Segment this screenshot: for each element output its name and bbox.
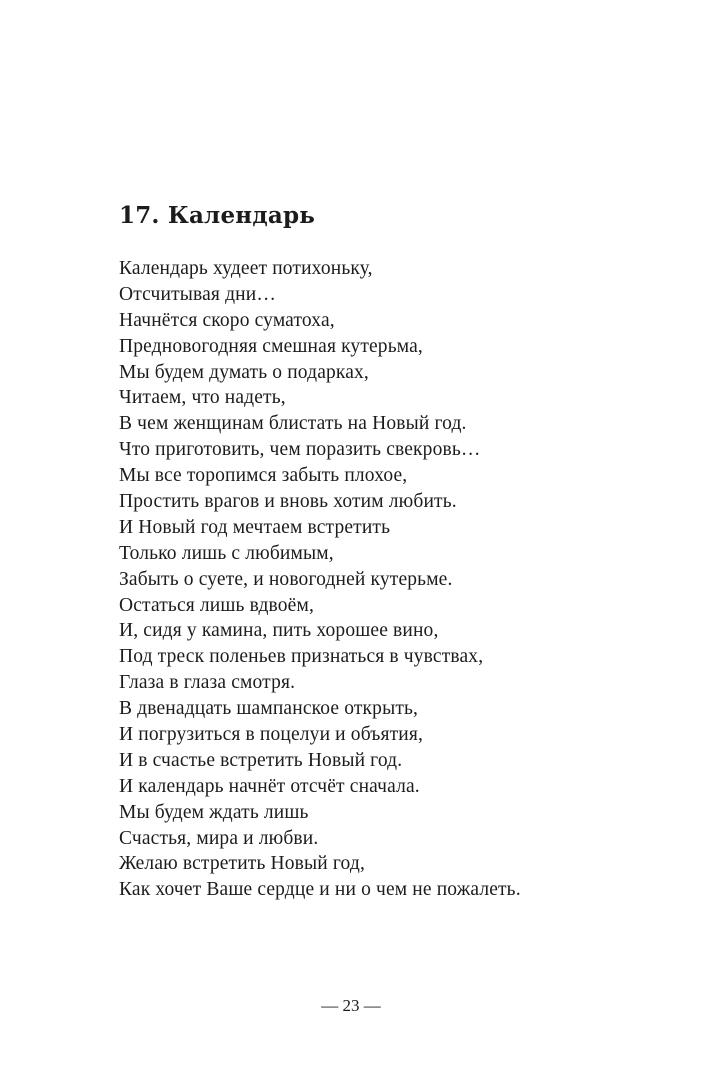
poem-line: Что приготовить, чем поразить свекровь… [119,439,481,461]
poem-body [119,256,521,903]
page-number: — 23 — [321,996,381,1015]
poem-line: И в счастье встретить Новый год. [119,749,403,771]
poem-line: В чем женщинам блистать на Новый год. [119,413,467,435]
poem-line: И погрузиться в поцелуи и объятия, [119,724,424,746]
poem-line: Предновогодняя смешная кутерьма, [119,335,423,357]
poem-line: Забыть о суете, и новогодней кутерьме. [119,568,453,590]
poem-line: И, сидя у камина, пить хорошее вино, [119,620,439,642]
poem-line: И Новый год мечтаем встретить [119,516,391,538]
poem-line: Только лишь с любимым, [119,542,334,564]
poem-line: И календарь начнёт отсчёт сначала. [119,775,420,797]
poem-line: Мы будем ждать лишь [119,801,309,823]
poem-line: Отсчитывая дни… [119,283,276,305]
poem-line: Желаю встретить Новый год, [119,853,365,875]
poem-line: Простить врагов и вновь хотим любить. [119,491,457,513]
poem-line: Начнётся скоро суматоха, [119,309,335,331]
poem-line: Под треск поленьев признаться в чувствах, [119,646,484,668]
poem-line: Календарь худеет потихоньку, [119,258,373,279]
poem-line: В двенадцать шампанское открыть, [119,698,419,720]
poem-title: 17. Календарь [119,202,316,229]
poem-line: Читаем, что надеть, [119,387,286,409]
poem-line: Глаза в глаза смотря. [119,672,296,694]
poem-line: Мы все торопимся забыть плохое, [119,465,408,487]
poem-line: Как хочет Ваше сердце и ни о чем не пожалеть. [119,879,521,901]
poem-line: Счастья, мира и любви. [119,827,319,849]
poem-line: Мы будем думать о подарках, [119,361,369,383]
poem-line: Остаться лишь вдвоём, [119,594,314,616]
